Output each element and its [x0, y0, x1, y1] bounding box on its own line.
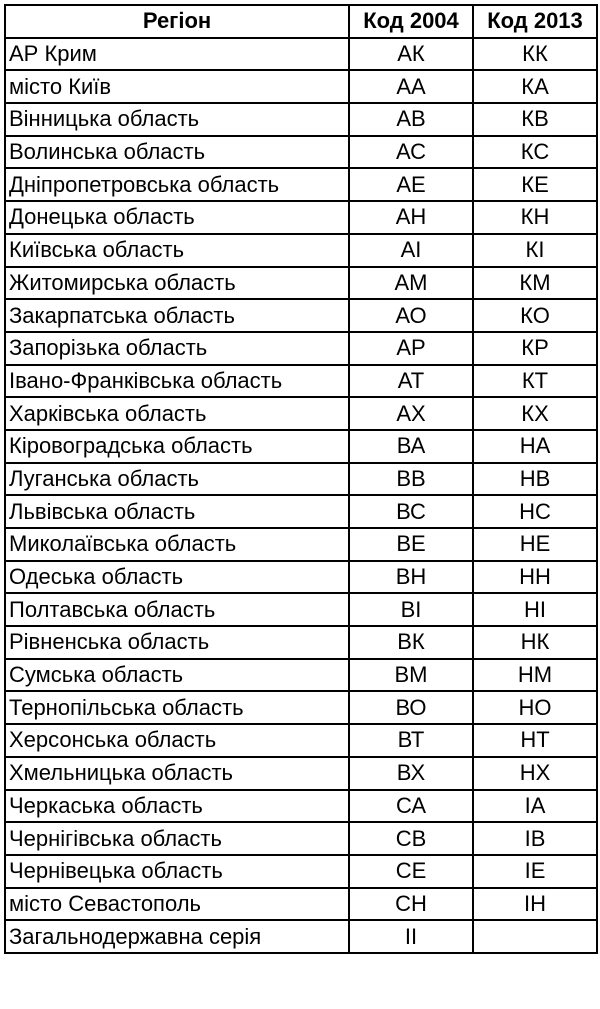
table-row: [5, 757, 597, 790]
code-2004-cell: АТ: [349, 365, 473, 398]
region-cell: Херсонська область: [5, 724, 349, 757]
table-row: [5, 234, 597, 267]
region-cell: Львівська область: [5, 495, 349, 528]
code-2004-cell: АМ: [349, 267, 473, 300]
code-2004-cell: СВ: [349, 822, 473, 855]
code-2004-cell: ВО: [349, 691, 473, 724]
region-cell: місто Київ: [5, 70, 349, 103]
region-cell: Хмельницька область: [5, 757, 349, 790]
region-cell: Одеська область: [5, 561, 349, 594]
code-2004-cell: АН: [349, 201, 473, 234]
header-code-2013: Код 2013: [473, 5, 597, 38]
table-row: [5, 38, 597, 71]
table-row: [5, 659, 597, 692]
code-2013-cell: НК: [473, 626, 597, 659]
region-cell: Донецька область: [5, 201, 349, 234]
code-2013-cell: КН: [473, 201, 597, 234]
code-2004-cell: ВМ: [349, 659, 473, 692]
region-cell: Харківська область: [5, 397, 349, 430]
table-row: [5, 463, 597, 496]
table-row: [5, 201, 597, 234]
table-row: [5, 70, 597, 103]
region-cell: Чернівецька область: [5, 855, 349, 888]
code-2004-cell: АХ: [349, 397, 473, 430]
region-cell: Запорізька область: [5, 332, 349, 365]
header-row: [5, 5, 597, 38]
table-row: [5, 561, 597, 594]
code-2004-cell: АА: [349, 70, 473, 103]
code-2013-cell: КІ: [473, 234, 597, 267]
table-row: [5, 365, 597, 398]
code-2013-cell: НО: [473, 691, 597, 724]
table-row: [5, 136, 597, 169]
code-2004-cell: АЕ: [349, 168, 473, 201]
table-row: [5, 822, 597, 855]
code-2013-cell: НН: [473, 561, 597, 594]
table-row: [5, 267, 597, 300]
table-row: [5, 790, 597, 823]
code-2013-cell: КЕ: [473, 168, 597, 201]
code-2004-cell: ВЕ: [349, 528, 473, 561]
region-cell: Загальнодержавна серія: [5, 920, 349, 953]
code-2013-cell: КС: [473, 136, 597, 169]
region-cell: Закарпатська область: [5, 299, 349, 332]
code-2004-cell: АВ: [349, 103, 473, 136]
table-row: [5, 430, 597, 463]
table-body: [5, 38, 597, 953]
code-2013-cell: КТ: [473, 365, 597, 398]
table-header: [5, 5, 597, 38]
region-cell: Івано-Франківська область: [5, 365, 349, 398]
region-cell: Тернопільська область: [5, 691, 349, 724]
table-row: [5, 920, 597, 953]
code-2013-cell: КК: [473, 38, 597, 71]
region-cell: Житомирська область: [5, 267, 349, 300]
table-row: [5, 103, 597, 136]
region-cell: Вінницька область: [5, 103, 349, 136]
table-row: [5, 855, 597, 888]
code-2013-cell: КО: [473, 299, 597, 332]
code-2013-cell: ІЕ: [473, 855, 597, 888]
code-2013-cell: ІА: [473, 790, 597, 823]
code-2013-cell: НМ: [473, 659, 597, 692]
code-2013-cell: НІ: [473, 593, 597, 626]
region-cell: Кіровоградська область: [5, 430, 349, 463]
code-2013-cell: НТ: [473, 724, 597, 757]
region-cell: АР Крим: [5, 38, 349, 71]
code-2004-cell: ВК: [349, 626, 473, 659]
code-2013-cell: НХ: [473, 757, 597, 790]
code-2004-cell: АС: [349, 136, 473, 169]
code-2004-cell: АК: [349, 38, 473, 71]
code-2004-cell: АР: [349, 332, 473, 365]
table-row: [5, 888, 597, 921]
code-2013-cell: НА: [473, 430, 597, 463]
code-2004-cell: ВТ: [349, 724, 473, 757]
region-cell: Миколаївська область: [5, 528, 349, 561]
code-2004-cell: ІІ: [349, 920, 473, 953]
region-cell: місто Севастополь: [5, 888, 349, 921]
code-2013-cell: НЕ: [473, 528, 597, 561]
region-cell: Волинська область: [5, 136, 349, 169]
code-2004-cell: СА: [349, 790, 473, 823]
table-row: [5, 168, 597, 201]
code-2004-cell: ВН: [349, 561, 473, 594]
code-2013-cell: КВ: [473, 103, 597, 136]
code-2013-cell: [473, 920, 597, 953]
header-code-2004: Код 2004: [349, 5, 473, 38]
code-2004-cell: АІ: [349, 234, 473, 267]
code-2013-cell: КМ: [473, 267, 597, 300]
region-codes-table: [4, 4, 598, 954]
region-cell: Рівненська область: [5, 626, 349, 659]
region-cell: Чернігівська область: [5, 822, 349, 855]
region-cell: Київська область: [5, 234, 349, 267]
region-cell: Дніпропетровська область: [5, 168, 349, 201]
region-cell: Сумська область: [5, 659, 349, 692]
table-row: [5, 593, 597, 626]
code-2004-cell: АО: [349, 299, 473, 332]
code-2013-cell: КА: [473, 70, 597, 103]
header-region: Регіон: [5, 5, 349, 38]
region-cell: Черкаська область: [5, 790, 349, 823]
code-2004-cell: ВС: [349, 495, 473, 528]
code-2013-cell: ІВ: [473, 822, 597, 855]
table-row: [5, 626, 597, 659]
code-2013-cell: НВ: [473, 463, 597, 496]
code-2004-cell: ВХ: [349, 757, 473, 790]
table-row: [5, 299, 597, 332]
table-row: [5, 691, 597, 724]
code-2004-cell: ВА: [349, 430, 473, 463]
region-cell: Полтавська область: [5, 593, 349, 626]
region-codes-table-wrapper: [4, 4, 596, 954]
code-2004-cell: СН: [349, 888, 473, 921]
region-cell: Луганська область: [5, 463, 349, 496]
table-row: [5, 724, 597, 757]
table-row: [5, 528, 597, 561]
code-2013-cell: ІН: [473, 888, 597, 921]
table-row: [5, 332, 597, 365]
code-2004-cell: СЕ: [349, 855, 473, 888]
table-row: [5, 495, 597, 528]
code-2004-cell: ВІ: [349, 593, 473, 626]
code-2004-cell: ВВ: [349, 463, 473, 496]
code-2013-cell: КР: [473, 332, 597, 365]
code-2013-cell: КХ: [473, 397, 597, 430]
code-2013-cell: НС: [473, 495, 597, 528]
table-row: [5, 397, 597, 430]
